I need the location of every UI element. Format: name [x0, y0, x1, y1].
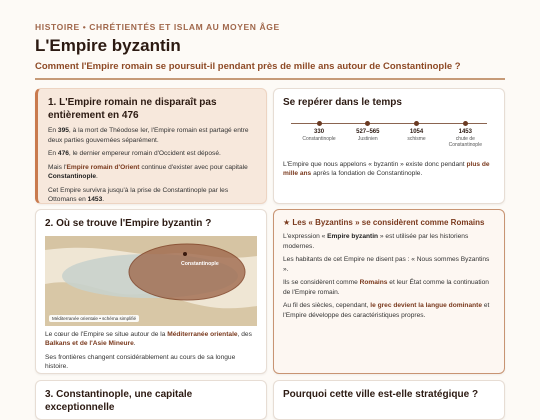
card-timeline: [273, 88, 505, 204]
paragraph: L'Empire que nous appelons « byzantin » existe donc pendant plus de mille ans après la fondation de Constantinople.: [283, 160, 490, 178]
card-capital: [35, 380, 267, 420]
card-title: 2. Où se trouve l'Empire byzantin ?: [45, 218, 212, 229]
card-title: Pourquoi cette ville est-elle stratégique ?: [283, 389, 479, 400]
paragraph: L'expression « Empire byzantin » est utilisée par les historiens modernes.: [283, 233, 469, 250]
paragraph: Les habitants de cet Empire ne disent pas : « Nous sommes Byzantins ».: [283, 256, 490, 273]
timeline-dot: [414, 121, 419, 126]
paragraph: Ils se considèrent comme Romains et leur État comme la continuation de l'Empire romain.: [283, 279, 489, 296]
timeline: [283, 116, 495, 156]
timeline-event: 1453 chute de Constantinople: [440, 116, 490, 148]
paragraph: Ses frontières changent considérablement au cours de sa longue histoire.: [45, 353, 236, 371]
paragraph: Au fil des siècles, cependant, le grec devient la langue dominante et l'Empire développe des caractéristiques propres.: [283, 302, 490, 319]
schematic-map: [45, 236, 257, 326]
page-header: [35, 22, 505, 72]
paragraph: Le cœur de l'Empire se situe autour de la Méditerranée orientale, des Balkans et de l'Asie Mineure.: [45, 330, 252, 348]
map-city-label: Constantinople: [181, 260, 219, 267]
timeline-dot: [317, 121, 322, 126]
card-location: [35, 209, 267, 374]
timeline-event: 527–565 Justinien: [343, 116, 393, 142]
course-kicker: HISTOIRE • CHRÉTIENTÉS ET ISLAM AU MOYEN ÂGE: [35, 22, 280, 32]
card-romans: [273, 209, 505, 374]
timeline-dot: [365, 121, 370, 126]
map-legend: Méditerranée orientale • schéma simplifié: [49, 315, 139, 322]
paragraph: En 395, à la mort de Théodose Ier, l'Empire romain est partagé entre deux parties gouvernées séparément.: [48, 127, 249, 144]
timeline-event: 330 Constantinople: [294, 116, 344, 142]
card-empire-continues: [35, 88, 267, 204]
header-divider: [35, 78, 505, 80]
paragraph: En 476, le dernier empereur romain d'Occident est déposé.: [48, 150, 221, 158]
paragraph: Mais l'Empire romain d'Orient continue d'exister avec pour capitale Constantinople.: [48, 163, 248, 181]
card-title: ★ Les « Byzantins » se considèrent comme Romains: [283, 218, 485, 227]
page-title: L'Empire byzantin: [35, 36, 181, 55]
map-city-dot: [183, 252, 187, 256]
problem-question: Comment l'Empire romain se poursuit-il pendant près de mille ans autour de Constantinople ?: [35, 61, 461, 72]
map-empire-area: [129, 244, 245, 300]
map-svg: [45, 236, 257, 326]
card-strategic: [273, 380, 505, 420]
paragraph: Cet Empire survivra jusqu'à la prise de Constantinople par les Ottomans en 1453.: [48, 186, 229, 204]
card-title: 1. L'Empire romain ne disparaît pas entièrement en 476: [48, 97, 217, 121]
card-title: 3. Constantinople, une capitale exceptionnelle: [45, 389, 193, 413]
timeline-event: 1054 schisme: [392, 116, 442, 142]
timeline-dot: [463, 121, 468, 126]
card-title: Se repérer dans le temps: [283, 97, 402, 108]
